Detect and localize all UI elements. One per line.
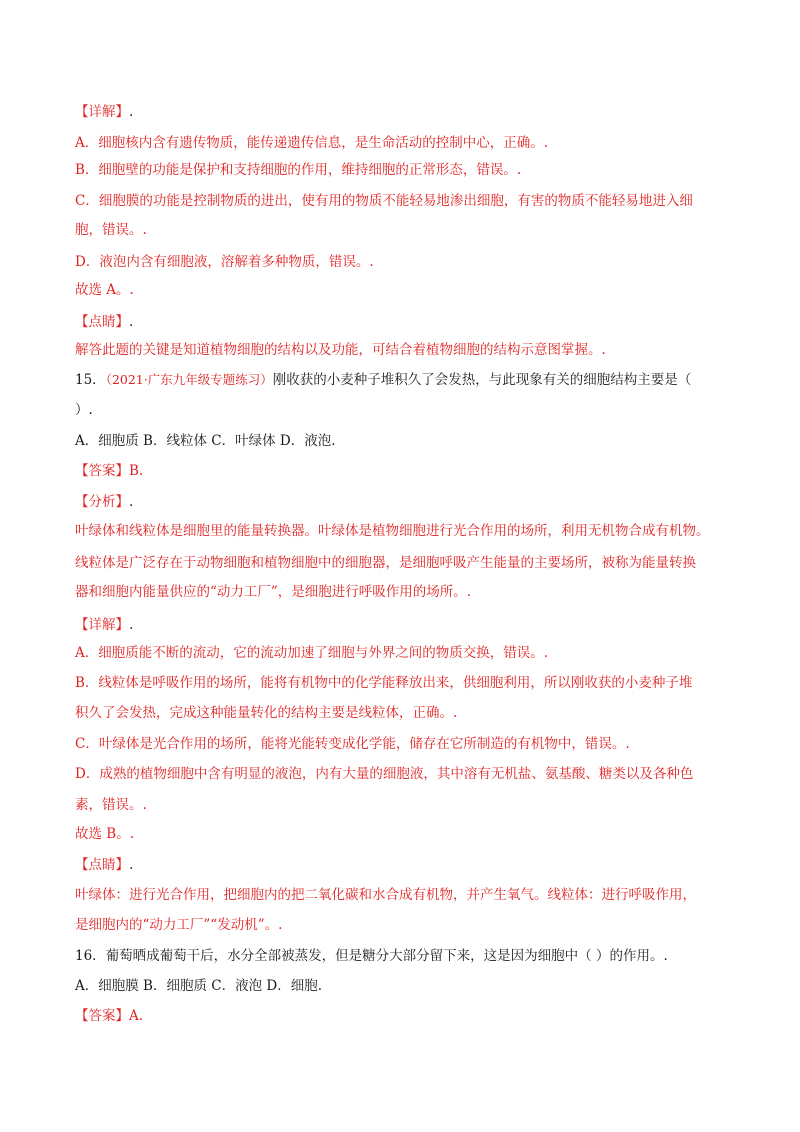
text-segment: 解答此题的关键是知道植物细胞的结构以及功能，可结合着植物细胞的结构示意图掌握。. (75, 342, 606, 358)
text-segment: C．叶绿体是光合作用的场所，能将光能转变成化学能，储存在它所制造的有机物中，错误。. (75, 736, 630, 752)
text-segment: 15． (75, 372, 106, 388)
text-line (75, 553, 696, 573)
text-line (75, 915, 282, 935)
text-segment: （2021·广东九年级专题练习） (105, 372, 273, 387)
text-segment: . (129, 314, 134, 330)
text-line (75, 582, 471, 602)
text-segment: C．细胞膜的功能是控制物质的进出，使有用的物质不能轻易地渗出细胞，有害的物质不能轻易地进入细 (75, 193, 693, 209)
text-segment: ）. (75, 402, 93, 418)
text-segment: B．线粒体是呼吸作用的场所，能将有机物中的化学能释放出来，供细胞利用，所以刚收获的小麦种子堆 (75, 675, 693, 691)
text-line (75, 133, 548, 153)
text-segment: 叶绿体和线粒体是细胞里的能量转换器。叶绿体是植物细胞进行光合作用的场所，利用无机物合成有机物。 (75, 523, 710, 539)
text-segment: 素，错误。. (75, 797, 147, 813)
text-line (75, 976, 322, 996)
text-line (75, 946, 668, 966)
text-line (75, 400, 93, 420)
text-line (75, 703, 457, 723)
text-line (75, 340, 606, 360)
text-segment: A．细胞质能不断的流动，它的流动加速了细胞与外界之间的物质交换，错误。. (75, 645, 549, 661)
text-line (75, 280, 134, 300)
text-segment: 叶绿体：进行光合作用，把细胞内的把二氧化碳和水合成有机物，并产生氧气。线粒体：进行呼吸作用， (75, 887, 696, 903)
text-segment: A. (129, 1008, 144, 1024)
text-segment: 胞，错误。. (75, 222, 147, 238)
text-segment: 器和细胞内能量供应的“动力工厂”，是细胞进行呼吸作用的场所。. (75, 584, 472, 600)
text-line (75, 734, 630, 754)
text-segment: . (129, 857, 134, 873)
text-segment: . (129, 494, 134, 510)
text-segment: 故选 A。. (75, 282, 134, 298)
text-segment: 线粒体是广泛存在于动物细胞和植物细胞中的细胞器，是细胞呼吸产生能量的主要场所，被称为能量转换 (75, 555, 696, 571)
text-line (75, 1006, 143, 1026)
text-segment: . (129, 104, 134, 120)
text-segment: A．细胞核内含有遗传物质，能传递遗传信息，是生命活动的控制中心，正确。. (75, 135, 549, 151)
text-line (75, 764, 693, 784)
text-line (75, 615, 133, 635)
text-segment: 【答案】 (75, 463, 129, 479)
text-line (75, 461, 143, 481)
text-segment: 16．葡萄晒成葡萄干后，水分全部被蒸发，但是糖分大部分留下来，这是因为细胞中（ ）的作用。. (75, 948, 668, 964)
text-segment: 【点睛】 (75, 857, 129, 873)
text-line (75, 220, 147, 240)
text-line (75, 521, 710, 541)
text-segment: 刚收获的小麦种子堆积久了会发热，与此现象有关的细胞结构主要是（ (272, 372, 692, 388)
text-segment: 积久了会发热，完成这种能量转化的结构主要是线粒体，正确。. (75, 705, 458, 721)
text-line (75, 795, 147, 815)
text-segment: A．细胞膜 B．细胞质 C．液泡 D．细胞. (75, 978, 322, 994)
text-segment: D．液泡内含有细胞液，溶解着多种物质，错误。. (75, 254, 374, 270)
text-line (75, 824, 134, 844)
text-segment: . (129, 617, 134, 633)
text-line (75, 102, 133, 122)
text-line (75, 643, 548, 663)
text-segment: D．成熟的植物细胞中含有明显的液泡，内有大量的细胞液，其中溶有无机盐、氨基酸、糖类以及各种色 (75, 766, 694, 782)
text-segment: B．细胞壁的功能是保护和支持细胞的作用，维持细胞的正常形态，错误。. (75, 162, 522, 178)
text-line (75, 191, 693, 211)
text-line (75, 855, 133, 875)
text-line (75, 312, 133, 332)
text-segment: 【点睛】 (75, 314, 129, 330)
text-segment: A．细胞质 B．线粒体 C．叶绿体 D．液泡. (75, 433, 336, 449)
text-segment: 【答案】 (75, 1008, 129, 1024)
text-segment: 是细胞内的“动力工厂”“发动机”。. (75, 917, 283, 933)
text-line (75, 673, 692, 693)
text-line (75, 431, 336, 451)
text-line (75, 160, 521, 180)
text-segment: B. (129, 463, 144, 479)
text-line (75, 492, 133, 512)
text-line (75, 252, 374, 272)
text-segment: 【详解】 (75, 617, 129, 633)
text-segment: 故选 B。. (75, 826, 135, 842)
text-line (75, 885, 696, 905)
text-segment: 【分析】 (75, 494, 129, 510)
text-segment: 【详解】 (75, 104, 129, 120)
text-line (75, 370, 691, 390)
